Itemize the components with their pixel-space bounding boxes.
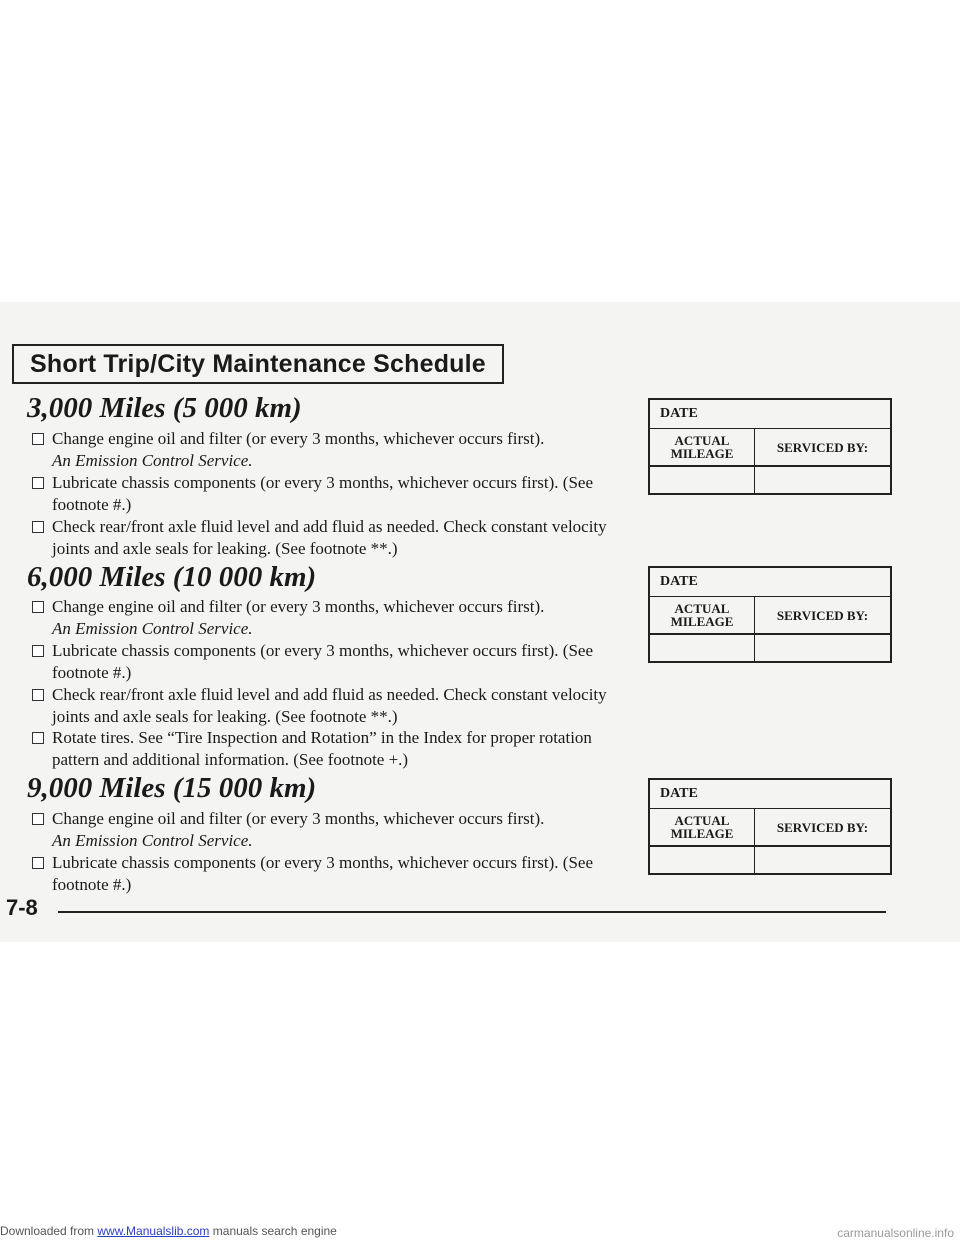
footer-rule	[58, 911, 886, 913]
checklist-item	[32, 472, 612, 516]
checkbox[interactable]	[32, 645, 44, 657]
checkbox[interactable]	[32, 732, 44, 744]
item-text: Check rear/front axle fluid level and add fluid as needed. Check constant velocity joints and axle seals for leaking. (See footnote **.)	[52, 517, 607, 558]
section-heading-3000: 3,000 Miles (5 000 km)	[27, 392, 302, 424]
actual-mileage-header: ACTUAL MILEAGE	[650, 429, 755, 465]
service-record-table	[648, 398, 892, 495]
checkbox[interactable]	[32, 521, 44, 533]
serviced-by-header: SERVICED BY:	[776, 439, 869, 455]
banner-suffix: manuals search engine	[209, 1224, 337, 1238]
date-field[interactable]: DATE	[650, 400, 890, 429]
item-note: An Emission Control Service.	[52, 619, 253, 638]
date-field[interactable]: DATE	[650, 780, 890, 809]
item-note: An Emission Control Service.	[52, 831, 253, 850]
item-note: An Emission Control Service.	[52, 451, 253, 470]
section-heading-6000: 6,000 Miles (10 000 km)	[27, 561, 317, 593]
manualslib-link[interactable]: www.Manualslib.com	[97, 1224, 210, 1238]
serviced-by-header: SERVICED BY:	[776, 607, 869, 623]
checklist-item	[32, 852, 612, 896]
checklist-item	[32, 684, 612, 728]
checkbox[interactable]	[32, 477, 44, 489]
serviced-by-field[interactable]	[755, 635, 890, 661]
serviced-by-field[interactable]	[755, 467, 890, 493]
actual-mileage-header: ACTUAL MILEAGE	[650, 809, 755, 845]
page-number: 7-8	[6, 895, 38, 920]
page-title: Short Trip/City Maintenance Schedule	[12, 344, 504, 384]
item-text: Lubricate chassis components (or every 3 months, whichever occurs first). (See footnote #.)	[52, 641, 593, 682]
checklist-item	[32, 727, 612, 771]
checkbox[interactable]	[32, 689, 44, 701]
service-record-table	[648, 566, 892, 663]
item-text: Check rear/front axle fluid level and add fluid as needed. Check constant velocity joints and axle seals for leaking. (See footnote **.)	[52, 685, 607, 726]
banner-prefix: Downloaded from	[0, 1224, 98, 1238]
item-text: Change engine oil and filter (or every 3 months, whichever occurs first).	[52, 597, 545, 616]
checklist-item	[32, 808, 612, 852]
actual-mileage-header: ACTUAL MILEAGE	[650, 597, 755, 633]
item-text: Lubricate chassis components (or every 3 months, whichever occurs first). (See footnote #.)	[52, 853, 593, 894]
checklist-item	[32, 428, 612, 472]
watermark: carmanualsonline.info	[837, 1226, 954, 1240]
serviced-by-field[interactable]	[755, 847, 890, 873]
actual-mileage-field[interactable]	[650, 635, 755, 661]
item-text: Change engine oil and filter (or every 3 months, whichever occurs first).	[52, 809, 545, 828]
checklist-item	[32, 516, 612, 560]
actual-mileage-field[interactable]	[650, 847, 755, 873]
section-heading-9000: 9,000 Miles (15 000 km)	[27, 772, 317, 804]
checkbox[interactable]	[32, 433, 44, 445]
serviced-by-header: SERVICED BY:	[776, 819, 869, 835]
item-text: Lubricate chassis components (or every 3 months, whichever occurs first). (See footnote #.)	[52, 473, 593, 514]
checklist-item	[32, 640, 612, 684]
item-text: Rotate tires. See “Tire Inspection and Rotation” in the Index for proper rotation pattern and additional information. (See footnote +.)	[52, 728, 592, 769]
item-text: Change engine oil and filter (or every 3 months, whichever occurs first).	[52, 429, 545, 448]
service-record-table	[648, 778, 892, 875]
date-field[interactable]: DATE	[650, 568, 890, 597]
actual-mileage-field[interactable]	[650, 467, 755, 493]
checkbox[interactable]	[32, 813, 44, 825]
download-banner	[0, 1224, 337, 1238]
checkbox[interactable]	[32, 601, 44, 613]
checklist-item	[32, 596, 612, 640]
checkbox[interactable]	[32, 857, 44, 869]
